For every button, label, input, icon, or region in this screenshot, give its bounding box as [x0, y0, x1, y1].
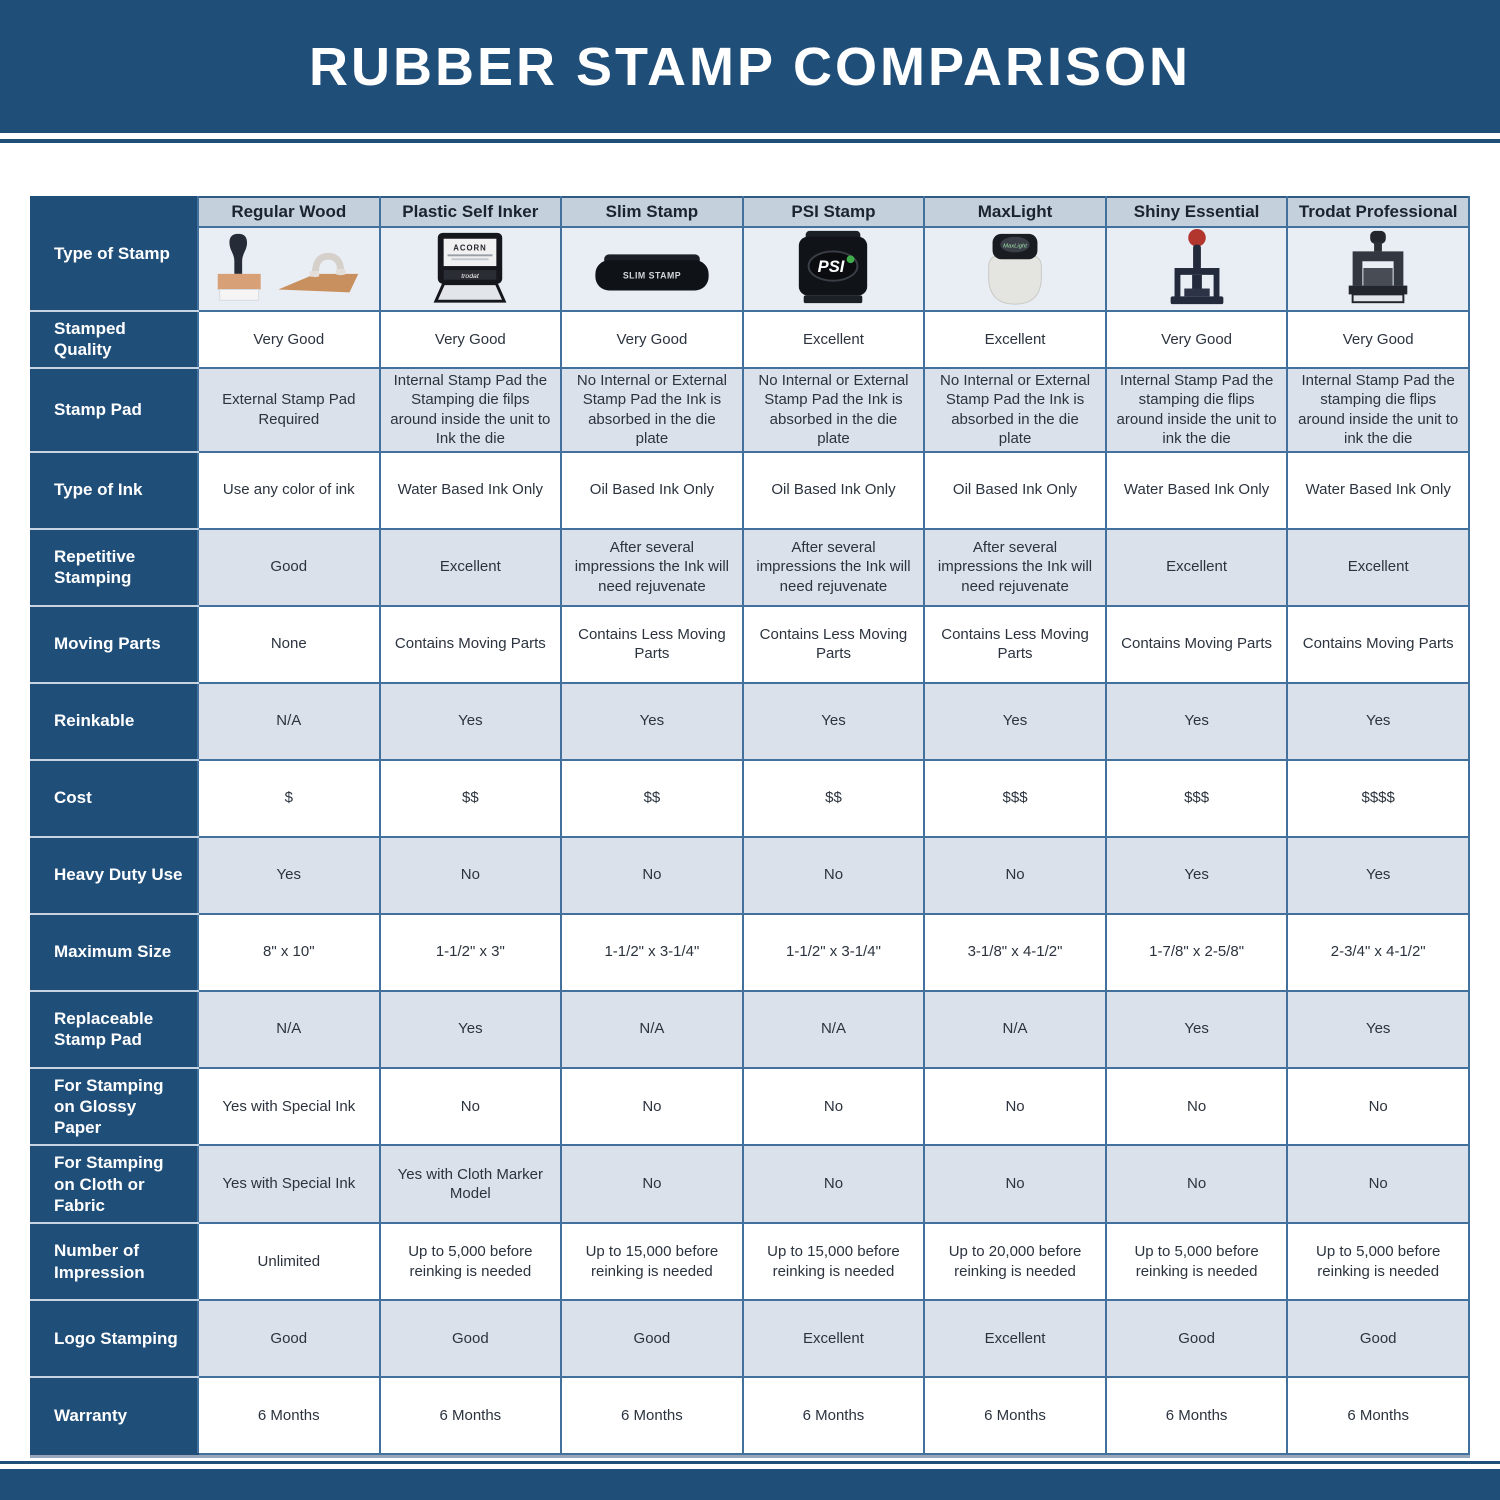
table-cell: Up to 20,000 before reinking is needed	[924, 1223, 1106, 1300]
table-cell: Unlimited	[198, 1223, 380, 1300]
shiny-essential-stamp-image	[1106, 227, 1288, 311]
table-cell: 1-1/2" x 3-1/4"	[743, 914, 925, 991]
table-cell: 6 Months	[743, 1377, 925, 1454]
maxlight-logo-text: MaxLight	[1003, 243, 1027, 250]
table-row	[31, 311, 1469, 368]
column-header-shiny-essential: Shiny Essential	[1106, 197, 1288, 227]
table-row	[31, 1377, 1469, 1454]
table-row	[31, 1223, 1469, 1300]
table-cell: 6 Months	[1287, 1377, 1469, 1454]
table-cell: Good	[380, 1300, 562, 1377]
table-cell: After several impressions the Ink will need rejuvenate	[924, 529, 1106, 606]
table-cell: Excellent	[1106, 529, 1288, 606]
table-cell: 3-1/8" x 4-1/2"	[924, 914, 1106, 991]
table-cell: Excellent	[743, 1300, 925, 1377]
acorn-logo-text: ACORN	[453, 243, 488, 253]
table-cell: Yes	[1287, 837, 1469, 914]
table-cell: N/A	[198, 991, 380, 1068]
slim-stamp-logo-text: SLIM STAMP	[622, 270, 682, 281]
table-cell: Internal Stamp Pad the stamping die flips around inside the unit to ink the die	[1287, 368, 1469, 452]
table-cell: $$$$	[1287, 760, 1469, 837]
table-cell: No	[743, 837, 925, 914]
stamp-image-row	[31, 227, 1469, 311]
table-cell: Up to 5,000 before reinking is needed	[380, 1223, 562, 1300]
table-cell: Yes with Special Ink	[198, 1145, 380, 1223]
table-cell: None	[198, 606, 380, 683]
table-cell: $$	[561, 760, 743, 837]
table-row	[31, 606, 1469, 683]
table-cell: No	[1106, 1145, 1288, 1223]
table-cell: Yes	[1287, 991, 1469, 1068]
table-cell: After several impressions the Ink will need rejuvenate	[743, 529, 925, 606]
table-cell: Good	[1106, 1300, 1288, 1377]
footer-bar	[0, 1469, 1500, 1500]
table-cell: Contains Less Moving Parts	[924, 606, 1106, 683]
table-cell: External Stamp Pad Required	[198, 368, 380, 452]
table-cell: $$$	[924, 760, 1106, 837]
table-cell: 8" x 10"	[198, 914, 380, 991]
table-cell: Excellent	[743, 311, 925, 368]
table-cell: Internal Stamp Pad the Stamping die filps around inside the unit to Ink the die	[380, 368, 562, 452]
column-header-psi-stamp: PSI Stamp	[743, 197, 925, 227]
table-row	[31, 368, 1469, 452]
row-label: Stamp Pad	[31, 368, 198, 452]
table-cell: Very Good	[380, 311, 562, 368]
row-label: Type of Ink	[31, 452, 198, 529]
table-cell: No	[561, 837, 743, 914]
column-header-plastic-self-inker: Plastic Self Inker	[380, 197, 562, 227]
row-label: Warranty	[31, 1377, 198, 1454]
table-cell: Water Based Ink Only	[380, 452, 562, 529]
table-cell: Very Good	[1287, 311, 1469, 368]
column-header-row	[31, 197, 1469, 227]
footer-divider	[0, 1461, 1500, 1464]
table-cell: Contains Less Moving Parts	[743, 606, 925, 683]
table-cell: Yes	[198, 837, 380, 914]
table-cell: Up to 15,000 before reinking is needed	[743, 1223, 925, 1300]
table-cell: Yes	[561, 683, 743, 760]
comparison-table	[30, 196, 1470, 1455]
table-cell: No	[924, 837, 1106, 914]
row-label-type-of-stamp: Type of Stamp	[31, 197, 198, 311]
table-cell: Water Based Ink Only	[1106, 452, 1288, 529]
table-cell: 6 Months	[380, 1377, 562, 1454]
slim-stamp-image	[561, 227, 743, 311]
table-cell: Excellent	[924, 311, 1106, 368]
table-cell: Water Based Ink Only	[1287, 452, 1469, 529]
table-cell: Internal Stamp Pad the stamping die flips around inside the unit to ink the die	[1106, 368, 1288, 452]
table-cell: Good	[198, 529, 380, 606]
table-cell: Excellent	[924, 1300, 1106, 1377]
table-cell: Yes	[1287, 683, 1469, 760]
table-cell: N/A	[561, 991, 743, 1068]
regular-wood-stamp-image	[198, 227, 380, 311]
table-cell: No	[743, 1068, 925, 1146]
table-cell: No	[561, 1145, 743, 1223]
table-cell: Contains Moving Parts	[1106, 606, 1288, 683]
table-cell: Up to 15,000 before reinking is needed	[561, 1223, 743, 1300]
trodat-logo-text: trodat	[461, 272, 480, 280]
table-cell: Very Good	[561, 311, 743, 368]
table-cell: Oil Based Ink Only	[561, 452, 743, 529]
row-label: Moving Parts	[31, 606, 198, 683]
table-cell: No Internal or External Stamp Pad the Ink is absorbed in the die plate	[924, 368, 1106, 452]
table-row	[31, 1300, 1469, 1377]
table-cell: 6 Months	[198, 1377, 380, 1454]
table-row	[31, 760, 1469, 837]
table-cell: No	[924, 1068, 1106, 1146]
table-cell: Yes	[924, 683, 1106, 760]
table-cell: 6 Months	[924, 1377, 1106, 1454]
table-cell: Excellent	[380, 529, 562, 606]
table-cell: 1-1/2" x 3-1/4"	[561, 914, 743, 991]
table-cell: 1-7/8" x 2-5/8"	[1106, 914, 1288, 991]
table-cell: $	[198, 760, 380, 837]
trodat-professional-stamp-image	[1287, 227, 1469, 311]
row-label: For Stamping on Glossy Paper	[31, 1068, 198, 1146]
table-cell: Up to 5,000 before reinking is needed	[1287, 1223, 1469, 1300]
row-label: Heavy Duty Use	[31, 837, 198, 914]
table-cell: Contains Moving Parts	[1287, 606, 1469, 683]
table-cell: Yes with Special Ink	[198, 1068, 380, 1146]
table-cell: Yes	[1106, 683, 1288, 760]
comparison-table-body	[31, 311, 1469, 1454]
row-label: Stamped Quality	[31, 311, 198, 368]
table-cell: Contains Moving Parts	[380, 606, 562, 683]
table-cell: Oil Based Ink Only	[743, 452, 925, 529]
table-cell: No	[380, 1068, 562, 1146]
table-cell: Yes with Cloth Marker Model	[380, 1145, 562, 1223]
table-cell: No	[1106, 1068, 1288, 1146]
plastic-self-inker-stamp-image	[380, 227, 562, 311]
table-cell: Good	[198, 1300, 380, 1377]
table-cell: N/A	[743, 991, 925, 1068]
table-row	[31, 683, 1469, 760]
column-header-maxlight: MaxLight	[924, 197, 1106, 227]
table-cell: 1-1/2" x 3"	[380, 914, 562, 991]
table-cell: 2-3/4" x 4-1/2"	[1287, 914, 1469, 991]
banner-divider	[0, 139, 1500, 143]
table-cell: After several impressions the Ink will need rejuvenate	[561, 529, 743, 606]
table-row	[31, 452, 1469, 529]
row-label: Maximum Size	[31, 914, 198, 991]
page-title: RUBBER STAMP COMPARISON	[308, 36, 1192, 97]
psi-stamp-image	[743, 227, 925, 311]
column-header-regular-wood: Regular Wood	[198, 197, 380, 227]
table-cell: Very Good	[1106, 311, 1288, 368]
row-label: Repetitive Stamping	[31, 529, 198, 606]
table-cell: No	[743, 1145, 925, 1223]
row-label: Logo Stamping	[31, 1300, 198, 1377]
row-label: Cost	[31, 760, 198, 837]
table-cell: No Internal or External Stamp Pad the Ink is absorbed in the die plate	[561, 368, 743, 452]
table-cell: 6 Months	[1106, 1377, 1288, 1454]
table-cell: N/A	[924, 991, 1106, 1068]
table-cell: Good	[561, 1300, 743, 1377]
table-cell: $$	[380, 760, 562, 837]
table-cell: No	[924, 1145, 1106, 1223]
table-row	[31, 529, 1469, 606]
table-row	[31, 1145, 1469, 1223]
table-cell: Yes	[380, 991, 562, 1068]
table-cell: 6 Months	[561, 1377, 743, 1454]
table-cell: Yes	[1106, 837, 1288, 914]
row-label: Replaceable Stamp Pad	[31, 991, 198, 1068]
header-banner	[0, 0, 1500, 133]
row-label: Number of Impression	[31, 1223, 198, 1300]
table-row	[31, 991, 1469, 1068]
comparison-table-wrap	[30, 196, 1470, 1458]
maxlight-stamp-image	[924, 227, 1106, 311]
table-cell: No	[1287, 1068, 1469, 1146]
table-cell: No	[1287, 1145, 1469, 1223]
table-cell: Good	[1287, 1300, 1469, 1377]
psi-logo-text: PSI	[818, 256, 845, 276]
table-row	[31, 837, 1469, 914]
column-header-trodat-professional: Trodat Professional	[1287, 197, 1469, 227]
table-cell: Up to 5,000 before reinking is needed	[1106, 1223, 1288, 1300]
row-label: For Stamping on Cloth or Fabric	[31, 1145, 198, 1223]
column-header-slim-stamp: Slim Stamp	[561, 197, 743, 227]
table-cell: No	[561, 1068, 743, 1146]
table-cell: Yes	[1106, 991, 1288, 1068]
table-cell: Excellent	[1287, 529, 1469, 606]
table-cell: Use any color of ink	[198, 452, 380, 529]
table-cell: No	[380, 837, 562, 914]
table-cell: Yes	[380, 683, 562, 760]
table-cell: No Internal or External Stamp Pad the Ink is absorbed in the die plate	[743, 368, 925, 452]
table-cell: $$$	[1106, 760, 1288, 837]
table-row	[31, 1068, 1469, 1146]
table-row	[31, 914, 1469, 991]
table-cell: Contains Less Moving Parts	[561, 606, 743, 683]
table-cell: $$	[743, 760, 925, 837]
table-cell: Very Good	[198, 311, 380, 368]
table-cell: N/A	[198, 683, 380, 760]
row-label: Reinkable	[31, 683, 198, 760]
table-cell: Yes	[743, 683, 925, 760]
table-cell: Oil Based Ink Only	[924, 452, 1106, 529]
